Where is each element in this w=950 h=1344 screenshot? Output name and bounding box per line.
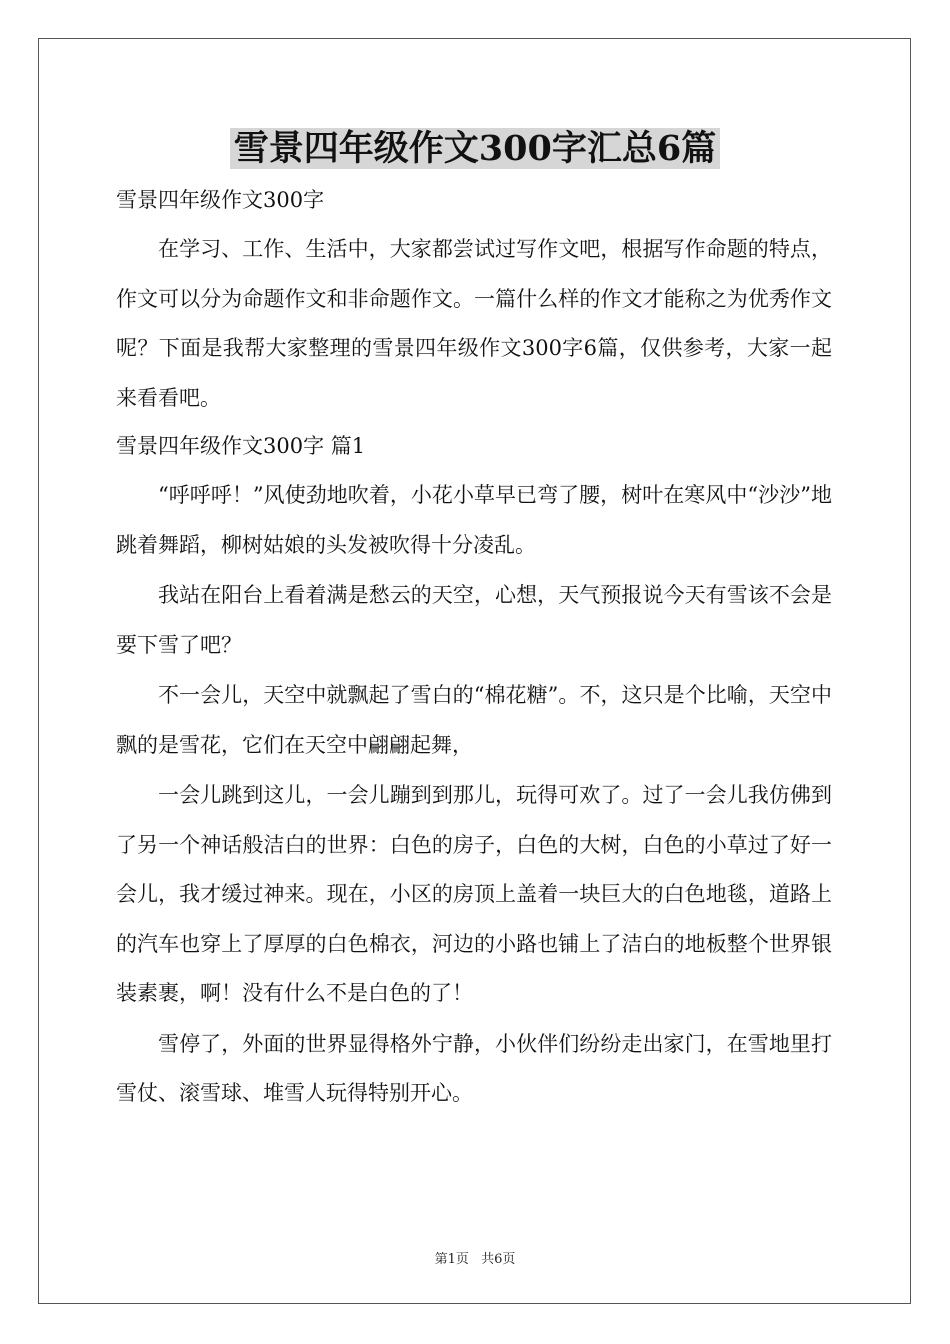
body-paragraph: “呼呼呼！”风使劲地吹着，小花小草早已弯了腰，树叶在寒风中“沙沙”地跳着舞蹈，柳树姑娘的头发被吹得十分凌乱。 bbox=[116, 483, 832, 557]
page-footer bbox=[0, 1248, 950, 1267]
section-heading-intro: 雪景四年级作文300字 bbox=[116, 188, 325, 212]
body-paragraph: 我站在阳台上看着满是愁云的天空，心想，天气预报说今天有雪该不会是要下雪了吧？ bbox=[116, 583, 832, 657]
document-body bbox=[116, 178, 832, 1120]
body-paragraph: 不一会儿，天空中就飘起了雪白的“棉花糖”。不，这只是个比喻，天空中飘的是雪花，它们在天空中翩翩起舞， bbox=[116, 683, 832, 757]
page-number-total: 共6页 bbox=[481, 1252, 516, 1267]
body-paragraph: 一会儿跳到这儿，一会儿蹦到到那儿，玩得可欢了。过了一会儿我仿佛到了另一个神话般洁白的世界：白色的房子，白色的大树，白色的小草过了好一会儿，我才缓过神来。现在，小区的房顶上盖着一块巨大的白色地毯，道路上的汽车也穿上了厚厚的白色棉衣，河边的小路也铺上了洁白的地板整个世界银装素裹，啊！没有什么不是白色的了！ bbox=[116, 783, 832, 1005]
section-heading-part1: 雪景四年级作文300字 篇1 bbox=[116, 434, 366, 458]
body-paragraph: 雪停了，外面的世界显得格外宁静，小伙伴们纷纷走出家门，在雪地里打雪仗、滚雪球、堆雪人玩得特别开心。 bbox=[116, 1031, 832, 1105]
document-title bbox=[0, 122, 950, 176]
document-title-text: 雪景四年级作文300字汇总6篇 bbox=[230, 128, 720, 169]
intro-paragraph: 在学习、工作、生活中，大家都尝试过写作文吧，根据写作命题的特点，作文可以分为命题作文和非命题作文。一篇什么样的作文才能称之为优秀作文呢？下面是我帮大家整理的雪景四年级作文300字6篇，仅供参考，大家一起来看看吧。 bbox=[116, 237, 832, 410]
page-number-current: 第1页 bbox=[434, 1252, 469, 1267]
